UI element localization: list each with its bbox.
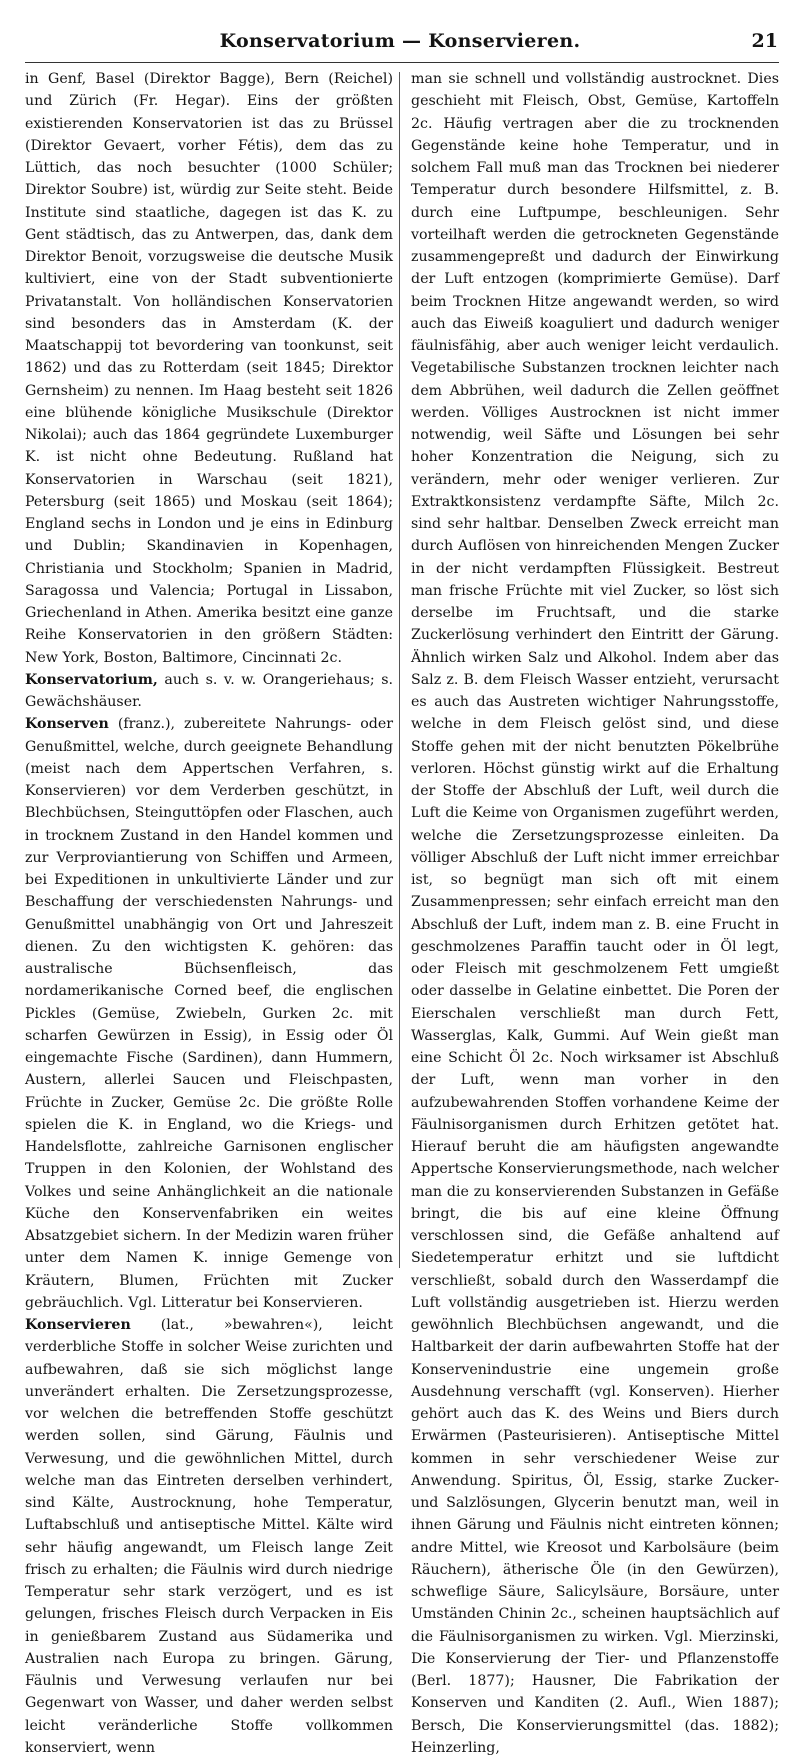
header-rule — [25, 62, 779, 63]
entry-text: (lat., »bewahren«), leicht verderbliche Stoffe in solcher Weise zurichten und aufbewahren, daß sie sich möglichst lange unverändert erhalten. Die Zersetzungsprozesse, vor welchen die betreffenden Stoffe geschützt werden sollen, sind Gärung, Fäulnis und Verwesung, und die gewöhnlichen Mittel, durch welche man das Eintreten derselben verhindert, sind Kälte, Austrocknung, hohe Temperatur, Luftabschluß und antiseptische Mittel. Kälte wird sehr häufig angewandt, um Fleisch lange Zeit frisch zu erhalten; die Fäulnis wird durch niedrige Temperatur sehr stark verzögert, und es ist gelungen, frisches Fleisch durch Verpacken in Eis in genießbarem Zustand aus Südamerika und Australien nach Europa zu bringen. Gärung, Fäulnis und Verwesung verlaufen nur bei Gegenwart von Wasser, und daher werden selbst leicht veränderliche Stoffe vollkommen konserviert, wenn — [25, 1317, 393, 1756]
running-title: Konservatorium — Konservieren. — [219, 30, 581, 52]
running-head — [0, 28, 800, 58]
entry-text: (franz.), zubereitete Nahrungs- oder Genußmittel, welche, durch geeignete Behandlung (meist nach dem Appertschen Verfahren, s. Konservieren) vor dem Verderben geschützt, in Blechbüchsen, Steinguttöpfen oder Flaschen, auch in trocknem Zustand in den Handel kommen und zur Verproviantierung von Schiffen und Armeen, bei Expeditionen in unkultivierte Länder und zur Beschaffung der verschiedensten Nahrungs- und Genußmittel unabhängig von Ort und Jahreszeit dienen. Zu den wichtigsten K. gehören: das australische Büchsenfleisch, das nordamerikanische Corned beef, die englischen Pickles (Gemüse, Zwiebeln, Gurken 2c. mit scharfen Gewürzen in Essig), in Essig oder Öl eingemachte Fische (Sardinen), dann Hummern, Austern, allerlei Saucen und Fleischpasten, Früchte in Zucker, Gemüse 2c. Die größte Rolle spielen die K. in England, wo die Kriegs- und Handelsflotte, zahlreiche Garnisonen englischer Truppen in den Kolonien, der Wohlstand des Volkes und seine Anhänglichkeit an die nationale Küche den Konservenfabriken ein weites Absatzgebiet sichern. In der Medizin waren früher unter dem Namen K. innige Gemenge von Kräutern, Blumen, Früchten mit Zucker gebräuchlich. Vgl. Litteratur bei Konservieren. — [25, 716, 393, 1311]
page-number: 21 — [751, 30, 778, 52]
paragraph-konservatorium-continued: in Genf, Basel (Direktor Bagge), Bern (Reichel) und Zürich (Fr. Hegar). Eins der größten existierenden Konservatorien ist das zu Brüssel (Direktor Gevaert, vorher Fétis), dem das zu Lüttich, das noch besuchter (1000 Schüler; Direktor Soubre) ist, würdig zur Seite steht. Beide Institute sind staatliche, dagegen ist das K. zu Gent städtisch, das zu Antwerpen, das, dank dem Direktor Benoit, vorzugsweise die deutsche Musik kultiviert, eine von der Stadt subventionierte Privatanstalt. Von holländischen Konservatorien sind besonders das in Amsterdam (K. der Maatschappij tot bevordering van toonkunst, seit 1862) und das zu Rotterdam (seit 1845; Direktor Gernsheim) zu nennen. Im Haag besteht seit 1826 eine blühende königliche Musikschule (Direktor Nikolai); auch das 1864 gegründete Luxemburger K. ist nicht ohne Bedeutung. Rußland hat Konservatorien in Warschau (seit 1821), Petersburg (seit 1865) und Moskau (seit 1864); England sechs in London und je eins in Edinburg und Dublin; Skandinavien in Kopenhagen, Christiania und Stockholm; Spanien in Madrid, Saragossa und Valencia; Portugal in Lissabon, Griechenland in Athen. Amerika besitzt eine ganze Reihe Konservatorien in den größern Städten: New York, Boston, Baltimore, Cincinnati 2c. — [25, 71, 393, 666]
entry-konservatorium — [25, 669, 393, 714]
left-column — [25, 68, 393, 1756]
entry-konservieren — [25, 1314, 393, 1759]
entry-text: auch s. v. w. Orangeriehaus; s. Gewächshäuser. — [25, 671, 393, 710]
entry-headword: Konserven — [25, 716, 109, 733]
text-columns — [25, 68, 779, 1756]
entry-konserven — [25, 713, 393, 1314]
entry-headword: Konservieren — [25, 1317, 131, 1333]
right-column — [411, 68, 779, 1756]
paragraph-konservieren-continued: man sie schnell und vollständig austrocknet. Dies geschieht mit Fleisch, Obst, Gemüse, Kartoffeln 2c. Häufig vertragen aber die zu trocknenden Gegenstände keine hohe Temperatur, und in solchem Fall muß man das Trocknen bei niederer Temperatur durch besondere Hilfsmittel, z. B. durch eine Luftpumpe, beschleunigen. Sehr vorteilhaft werden die getrockneten Gegenstände zusammengepreßt und dadurch der Einwirkung der Luft entzogen (komprimierte Gemüse). Darf beim Trocknen Hitze angewandt werden, so wird auch das Eiweiß koaguliert und dadurch weniger fäulnisfähig, aber auch weniger leicht verdaulich. Vegetabilische Substanzen trocknen leichter nach dem Abbrühen, weil dadurch die Zellen geöffnet werden. Völliges Austrocknen ist nicht immer notwendig, weil Säfte und Lösungen bei sehr hoher Konzentration die Neigung, sich zu verändern, mehr oder weniger verlieren. Zur Extraktkonsistenz verdampfte Säfte, Milch 2c. sind sehr haltbar. Denselben Zweck erreicht man durch Auflösen von hinreichenden Mengen Zucker in der nicht verdampften Flüssigkeit. Bestreut man frische Früchte mit viel Zucker, so löst sich derselbe im Fruchtsaft, und die starke Zuckerlösung verhindert den Eintritt der Gärung. Ähnlich wirken Salz und Alkohol. Indem aber das Salz z. B. dem Fleisch Wasser entzieht, verursacht es auch das Austreten wichtiger Nahrungsstoffe, welche in dem Fleisch gelöst sind, und diese Stoffe gehen mit der nicht benutzten Pökelbrühe verloren. Höchst günstig wirkt auf die Erhaltung der Stoffe der Abschluß der Luft, weil durch die Luft die Keime von Organismen zugeführt werden, welche die Zersetzungsprozesse einleiten. Da völliger Abschluß der Luft nicht immer erreichbar ist, so begnügt man sich oft mit einem Zusammenpressen; sehr einfach erreicht man den Abschluß der Luft, indem man z. B. eine Frucht in geschmolzenes Paraffin taucht oder in Öl legt, oder Fleisch mit geschmolzenem Fett umgießt oder dasselbe in Gelatine einbettet. Die Poren der Eierschalen verschließt man durch Fett, Wasserglas, Kalk, Gummi. Auf Wein gießt man eine Schicht Öl 2c. Noch wirksamer ist Abschluß der Luft, wenn man vorher in den aufzubewahrenden Stoffen vorhandene Keime der Fäulnisorganismen durch Erhitzen getötet hat. Hierauf beruht die am häufigsten angewandte Appertsche Konservierungsmethode, nach welcher man die zu konservierenden Substanzen in Gefäße bringt, die bis auf eine kleine Öffnung verschlossen sind, die Gefäße anhaltend auf Siedetemperatur erhitzt und sie luftdicht verschließt, sobald durch den Wasserdampf die Luft vollständig ausgetrieben ist. Hierzu werden gewöhnlich Blechbüchsen angewandt, und die Haltbarkeit der darin aufbewahrten Stoffe hat der Konservenindustrie eine ungemein große Ausdehnung verschafft (vgl. Konserven). Hierher gehört auch das K. des Weins und Biers durch Erwärmen (Pasteurisieren). Antiseptische Mittel kommen in sehr verschiedener Weise zur Anwendung. Spiritus, Öl, Essig, starke Zucker- und Salzlösungen, Glycerin benutzt man, weil in ihnen Gärung und Fäulnis nicht eintreten können; andre Mittel, wie Kreosot und Karbolsäure (beim Räuchern), ätherische Öle (in den Gewürzen), schweflige Säure, Salicylsäure, Borsäure, unter Umständen Chinin 2c., scheinen hauptsächlich auf die Fäulnisorganismen zu wirken. Vgl. Mierzinski, Die Konservierung der Tier- und Pflanzenstoffe (Berl. 1877); Hausner, Die Fabrikation der Konserven und Kanditen (2. Aufl., Wien 1887); Bersch, Die Konservierungsmittel (das. 1882); Heinzerling, — [411, 71, 779, 1756]
entry-headword: Konservatorium, — [25, 671, 158, 688]
